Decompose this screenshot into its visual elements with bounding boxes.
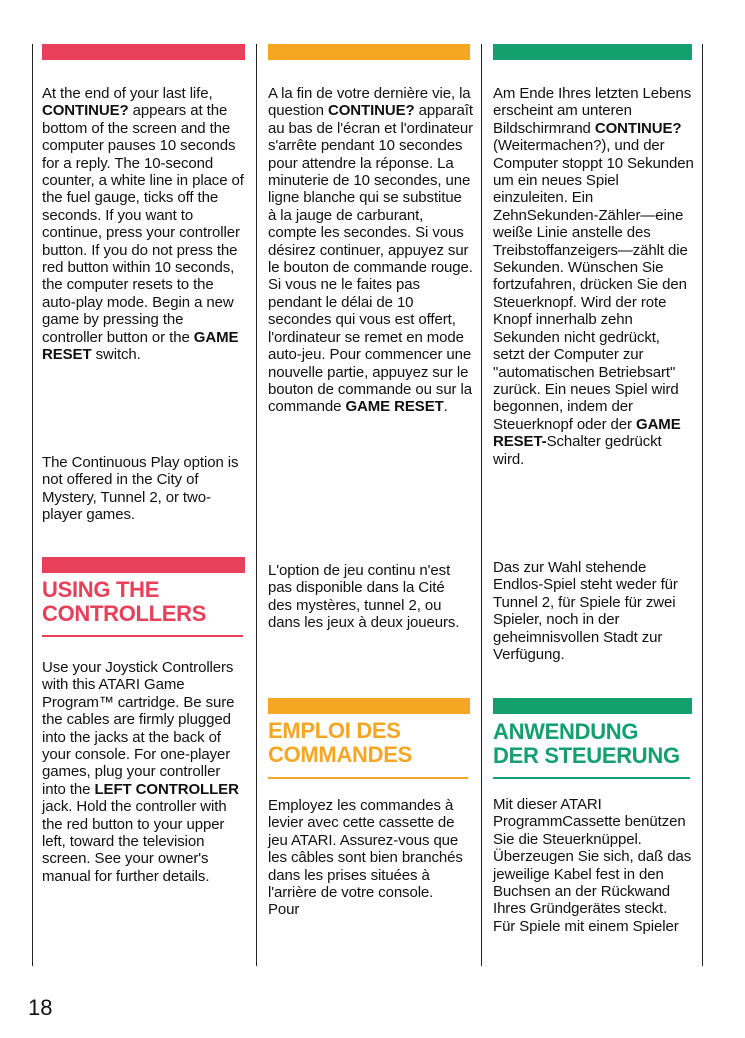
- text-span: .: [443, 398, 448, 416]
- page-number: 18: [28, 995, 53, 1020]
- red-color-bar: [42, 557, 245, 573]
- text-span: (Weitermachen?), und der Computer stoppt 10 Sekunden um ein neues Spiel einzuleiten. Ein ZehnSekunden-Zähler—eine weiße Linie anstelle des Treibstoffanzeigers—zählt die Sekunden. Wünschen Sie fortzufahren, drücken Sie den Steuerknopf. Wird der rote Knopf innerhalb zehn Sekunden nicht gedrückt, setzt der Computer zur "automatischen Betriebsart" zurück. Ein neues Spiel wird begonnen, indem der Steuerknopf oder der: [493, 137, 694, 433]
- game-reset-keyword: GAME RESET: [345, 398, 444, 416]
- french-column: [258, 44, 478, 966]
- text-span: At the end of your last life,: [42, 85, 213, 102]
- heading-line: DER STEUERUNG: [493, 743, 680, 768]
- heading-line: USING THE: [42, 577, 160, 602]
- orange-color-bar: [268, 44, 470, 60]
- left-controller-keyword: LEFT CONTROLLER: [94, 780, 239, 798]
- continuous-play-paragraph-fr: L'option de jeu continu n'est pas disponible dans la Cité des mystères, tunnel 2, ou dans les jeux à deux joueurs.: [268, 562, 460, 632]
- text-span: Schalter gedrückt wird.: [493, 433, 662, 468]
- continuous-play-paragraph-en: The Continuous Play option is not offered in the City of Mystery, Tunnel 2, or two-player games.: [42, 454, 239, 524]
- heading-line: EMPLOI DES: [268, 718, 401, 743]
- text-span: apparaît au bas de l'écran et l'ordinateur s'arrête pendant 10 secondes pour attendre la réponse. La minuterie de 10 secondes, une ligne blanche qui se substitue à la jauge de carburant, compte les secondes. Si vous désirez continuer, appuyez sur le bouton de commande rouge. Si vous ne le faites pas pendant le délai de 10 secondes qui vous est offert, l'ordinateur se remet en mode auto-jeu. Pour commencer une nouvelle partie, appuyez sur le bouton de commande ou sur la commande: [268, 102, 474, 416]
- red-color-bar: [42, 44, 245, 60]
- english-column: [32, 44, 253, 966]
- text-span: A la fin de votre dernière vie, la question: [268, 85, 471, 120]
- continue-paragraph-fr: [268, 85, 474, 416]
- text-span: appears at the bottom of the screen and the computer pauses 10 seconds for a reply. The 10-second counter, a white line in place of the fuel gauge, ticks off the seconds. If you want to continue, press your controller button. If you do not press the red button within 10 seconds, the computer resets to the auto-play mode. Begin a new game by pressing the controller button or the: [42, 102, 244, 346]
- heading-line: ANWENDUNG: [493, 719, 639, 744]
- section-heading-de: [493, 720, 700, 768]
- green-color-bar: [493, 698, 692, 714]
- heading-line: COMMANDES: [268, 742, 412, 767]
- text-span: Use your Joystick Controllers with this ATARI Game Program™ cartridge. Be sure the cables are firmly plugged into the jacks at the back of your console. For one-player games, plug your controller into the: [42, 659, 235, 798]
- continue-keyword: CONTINUE?: [327, 102, 415, 120]
- heading-underline: [268, 777, 468, 779]
- column-divider-1: [256, 44, 257, 966]
- continue-keyword: CONTINUE?: [42, 102, 129, 120]
- heading-underline: [493, 777, 690, 779]
- game-reset-keyword: GAME RESET-: [493, 415, 681, 451]
- heading-underline: [42, 635, 243, 637]
- orange-color-bar: [268, 698, 470, 714]
- column-divider-right: [702, 44, 703, 966]
- text-span: jack. Hold the controller with the red button to your upper left, toward the television screen. See your owner's manual for further details.: [42, 798, 227, 885]
- heading-line: CONTROLLERS: [42, 601, 207, 626]
- controllers-paragraph-fr: Employez les commandes à levier avec cette cassette de jeu ATARI. Assurez-vous que les câbles sont bien branchés dans les prises situées à l'arrière de votre console. Pour: [268, 797, 463, 919]
- continue-paragraph-de: [493, 85, 694, 468]
- continue-paragraph-en: [42, 85, 247, 364]
- continuous-play-paragraph-de: Das zur Wahl stehende Endlos-Spiel steht weder für Tunnel 2, für Spiele für zwei Spieler, noch in der geheimnisvollen Stadt zur Verfügung.: [493, 559, 678, 664]
- controllers-paragraph-de: Mit dieser ATARI ProgrammCassette benützen Sie die Steuerknüppel. Überzeugen Sie sich, daß das jeweilige Kabel fest in den Buchsen an der Rückwand Ihres Gründgerätes steckt. Für Spiele mit einem Spieler: [493, 796, 692, 935]
- controllers-paragraph-en: [42, 659, 247, 885]
- text-span: switch.: [91, 346, 141, 364]
- text-span: Am Ende Ihres letzten Lebens erscheint am unteren Bildschirmrand: [493, 85, 692, 137]
- game-reset-keyword: GAME RESET: [42, 328, 239, 364]
- column-divider-2: [481, 44, 482, 966]
- green-color-bar: [493, 44, 692, 60]
- continue-keyword: CONTINUE?: [594, 119, 682, 137]
- section-heading-fr: [268, 719, 472, 767]
- german-column: [483, 44, 700, 966]
- section-heading-en: [42, 578, 247, 626]
